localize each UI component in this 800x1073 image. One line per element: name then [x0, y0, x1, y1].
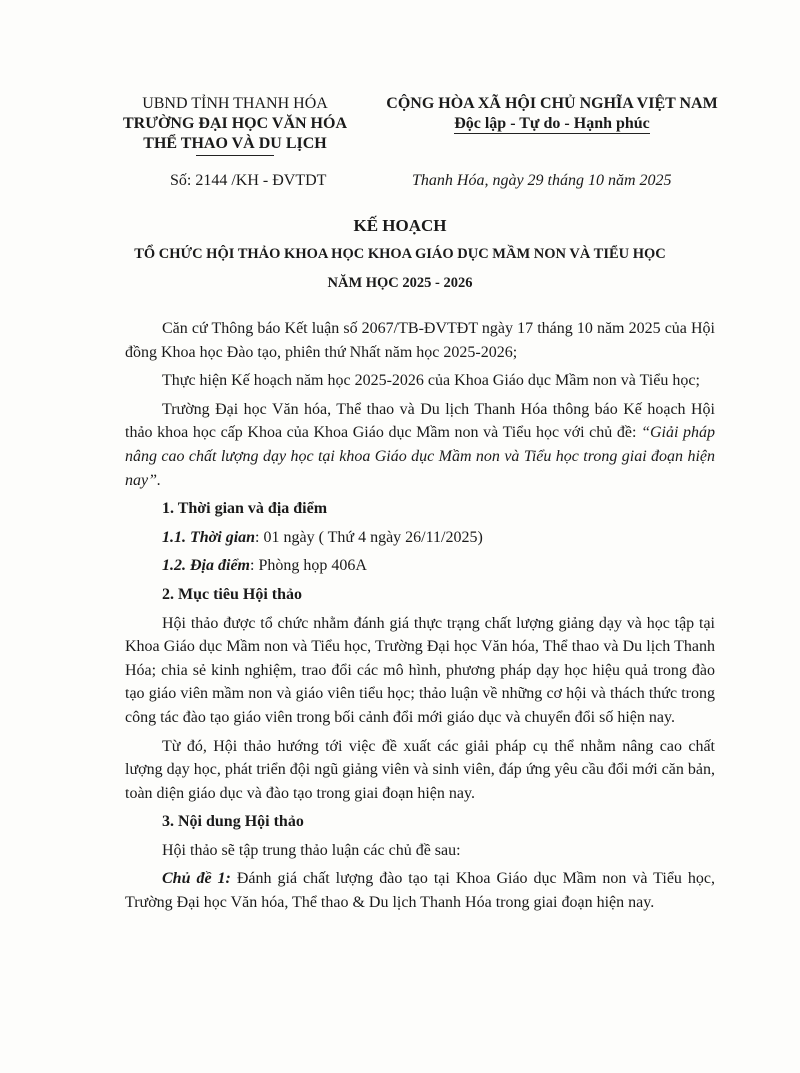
location-label: 1.2. Địa điểm: [162, 557, 250, 575]
workshop-theme: “Giải pháp nâng cao chất lượng dạy học tại khoa Giáo dục Mầm non và Tiểu học trong giai đoạn hiện nay”.: [125, 424, 716, 489]
issuing-organization: [105, 94, 365, 156]
document-body: [125, 317, 715, 920]
paragraph-announcement: [125, 398, 715, 492]
location-value: : Phòng họp 406A: [250, 557, 367, 575]
document-school-year: NĂM HỌC 2025 - 2026: [327, 275, 473, 291]
paragraph-legal-basis-2: Thực hiện Kế hoạch năm học 2025-2026 của Khoa Giáo dục Mầm non và Tiểu học;: [162, 372, 700, 390]
org-line-3: THỂ THAO VÀ DU LỊCH: [143, 135, 327, 152]
section-3-intro: Hội thảo sẽ tập trung thảo luận các chủ đề sau:: [162, 841, 461, 859]
document-number: Số: 2144 /KH - ĐVTDT: [170, 172, 327, 189]
document-subtitle: TỔ CHỨC HỘI THẢO KHOA HỌC KHOA GIÁO DỤC MẦM NON VÀ TIỂU HỌC: [134, 246, 666, 262]
item-time: [125, 526, 715, 550]
section-3-heading: 3. Nội dung Hội thảo: [162, 813, 304, 831]
org-underline: [196, 155, 274, 156]
item-location: [125, 554, 715, 578]
time-value: : 01 ngày ( Thứ 4 ngày 26/11/2025): [255, 528, 483, 546]
announcement-text: Trường Đại học Văn hóa, Thể thao và Du lịch Thanh Hóa thông báo Kế hoạch Hội thảo khoa học cấp Khoa của Khoa Giáo dục Mầm non và Tiểu học với chủ đề:: [125, 400, 715, 442]
document-header: [0, 94, 800, 154]
topic-1-text: Đánh giá chất lượng đào tạo tại Khoa Giáo dục Mầm non và Tiểu học, Trường Đại học Văn hóa, Thể thao & Du lịch Thanh Hóa trong giai đoạn hiện nay.: [125, 870, 716, 912]
section-2-heading: 2. Mục tiêu Hội thảo: [162, 585, 302, 603]
nation-name: CỘNG HÒA XÃ HỘI CHỦ NGHĨA VIỆT NAM: [386, 95, 718, 112]
org-line-2: TRƯỜNG ĐẠI HỌC VĂN HÓA: [122, 115, 347, 132]
time-label: 1.1. Thời gian: [162, 528, 256, 546]
document-title: KẾ HOẠCH: [353, 216, 447, 235]
section-2-paragraph-1: Hội thảo được tổ chức nhằm đánh giá thực trạng chất lượng giảng dạy và học tập tại Khoa Giáo dục Mầm non và Tiểu học, Trường Đại học Văn hóa, Thể thao và Du lịch Thanh Hóa; chia sẻ kinh nghiệm, trao đổi các mô hình, phương pháp dạy học hiệu quả trong đào tạo giáo viên mầm non và giáo viên tiểu học; thảo luận về những cơ hội và thách thức trong công tác đào tạo giáo viên trong bối cảnh đổi mới giáo dục và chuyển đổi số hiện nay.: [125, 614, 715, 726]
place-and-date: Thanh Hóa, ngày 29 tháng 10 năm 2025: [412, 172, 672, 189]
paragraph-legal-basis-1: Căn cứ Thông báo Kết luận số 2067/TB-ĐVTĐT ngày 17 tháng 10 năm 2025 của Hội đồng Khoa học Đào tạo, phiên thứ Nhất năm học 2025-2026;: [125, 320, 715, 361]
org-line-1: UBND TỈNH THANH HÓA: [142, 95, 328, 112]
section-2-paragraph-2: Từ đó, Hội thảo hướng tới việc đề xuất các giải pháp cụ thể nhằm nâng cao chất lượng dạy học, phát triển đội ngũ giảng viên và sinh viên, đáp ứng yêu cầu đổi mới căn bản, toàn diện giáo dục và đào tạo trong giai đoạn hiện nay.: [125, 737, 715, 802]
topic-1: [125, 867, 715, 914]
topic-1-label: Chủ đề 1:: [162, 870, 231, 888]
national-motto: [372, 94, 732, 134]
section-1-heading: 1. Thời gian và địa điểm: [162, 500, 328, 518]
nation-motto: Độc lập - Tự do - Hạnh phúc: [454, 115, 650, 132]
